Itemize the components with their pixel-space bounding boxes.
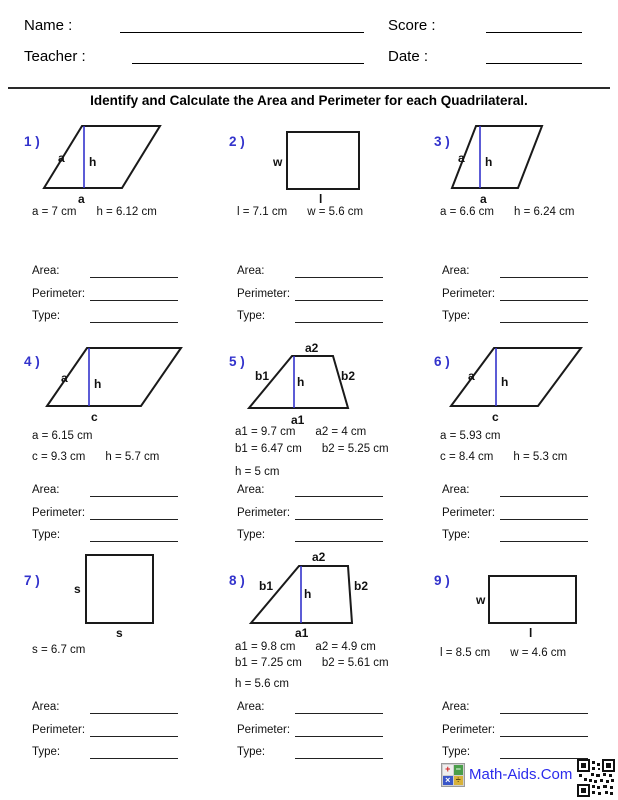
- height-label: h: [297, 375, 305, 389]
- problem-1-answers: [32, 265, 214, 333]
- name-blank-line: [120, 12, 364, 33]
- problem-7-number: 7 ): [24, 573, 40, 588]
- height-label: h: [304, 587, 312, 601]
- type-label: Type:: [442, 746, 471, 758]
- perimeter-label: Perimeter:: [237, 506, 291, 519]
- side-label: w: [273, 155, 283, 169]
- rectangle-shape: [287, 132, 359, 189]
- problem-7-measurements: s = 6.7 cm: [32, 644, 86, 656]
- problem-9: [432, 543, 618, 769]
- problem-9-figure: [460, 547, 595, 639]
- area-answer-line: [90, 713, 178, 714]
- side-label: a: [458, 151, 465, 165]
- problem-2-figure: [253, 120, 378, 206]
- worksheet-title: Identify and Calculate the Area and Perimeter for each Quadrilateral.: [90, 93, 528, 108]
- problem-8: [227, 543, 429, 769]
- top-label: a2: [305, 341, 319, 355]
- parallelogram-shape: [452, 126, 542, 188]
- problem-1-number: 1 ): [24, 134, 40, 149]
- problem-1: [22, 112, 224, 338]
- area-label: Area:: [442, 265, 470, 277]
- height-label: h: [485, 155, 493, 169]
- base-label: c: [492, 410, 499, 424]
- problem-7-answers: [32, 701, 214, 769]
- perimeter-answer-line: [90, 300, 178, 301]
- problem-2-answers: [237, 265, 419, 333]
- perimeter-answer-line: [500, 736, 588, 737]
- teacher-label: Teacher :: [24, 48, 86, 65]
- score-label: Score :: [388, 17, 436, 34]
- perimeter-answer-line: [90, 519, 178, 520]
- type-answer-line: [295, 322, 383, 323]
- side-label: a: [61, 371, 68, 385]
- problem-8-measurements: a1 = 9.8 cm a2 = 4.9 cm b1 = 7.25 cm b2 = 5.61 cm h = 5.6 cm: [235, 641, 389, 690]
- height-label: h: [501, 375, 509, 389]
- rectangle-shape: [489, 576, 576, 623]
- problem-6: [432, 338, 618, 564]
- problem-8-number: 8 ): [229, 573, 245, 588]
- problem-6-number: 6 ): [434, 354, 450, 369]
- problem-3-answers: [442, 265, 618, 333]
- perimeter-answer-line: [500, 519, 588, 520]
- problem-3-number: 3 ): [434, 134, 450, 149]
- type-answer-line: [90, 322, 178, 323]
- problem-4-answers: [32, 484, 214, 552]
- plus-icon: +: [443, 765, 453, 775]
- perimeter-answer-line: [295, 736, 383, 737]
- problem-5: [227, 338, 429, 564]
- minus-icon: −: [454, 765, 464, 775]
- type-label: Type:: [32, 310, 61, 322]
- problem-4-number: 4 ): [24, 354, 40, 369]
- side-label: w: [476, 593, 486, 607]
- perimeter-label: Perimeter:: [237, 287, 291, 300]
- base-label: a: [78, 192, 85, 206]
- type-answer-line: [90, 541, 178, 542]
- area-answer-line: [500, 713, 588, 714]
- problem-5-measurements: a1 = 9.7 cm a2 = 4 cm b1 = 6.47 cm b2 = 5.25 cm h = 5 cm: [235, 426, 389, 478]
- times-icon: ×: [443, 776, 453, 786]
- score-blank-line: [486, 12, 582, 33]
- math-aids-brand-text: Math-Aids.Com: [469, 766, 573, 783]
- area-label: Area:: [32, 701, 60, 713]
- date-label: Date :: [388, 48, 429, 65]
- type-label: Type:: [237, 746, 266, 758]
- problem-5-number: 5 ): [229, 354, 245, 369]
- perimeter-label: Perimeter:: [442, 287, 496, 300]
- type-label: Type:: [442, 310, 471, 322]
- perimeter-label: Perimeter:: [442, 506, 496, 519]
- height-label: h: [89, 155, 97, 169]
- area-answer-line: [90, 277, 178, 278]
- area-label: Area:: [32, 265, 60, 277]
- problem-6-measurements: a = 5.93 cm c = 8.4 cm h = 5.3 cm: [440, 430, 568, 463]
- problem-2-measurements: l = 7.1 cm w = 5.6 cm: [237, 206, 364, 218]
- problem-5-figure: [239, 340, 394, 430]
- perimeter-label: Perimeter:: [32, 506, 86, 519]
- problem-2-number: 2 ): [229, 134, 245, 149]
- type-label: Type:: [237, 310, 266, 322]
- area-answer-line: [295, 713, 383, 714]
- type-answer-line: [90, 758, 178, 759]
- date-blank-line: [486, 43, 582, 64]
- problem-3-measurements: a = 6.6 cm h = 6.24 cm: [440, 206, 575, 218]
- type-answer-line: [500, 322, 588, 323]
- area-answer-line: [90, 496, 178, 497]
- type-label: Type:: [237, 529, 266, 541]
- problem-8-answers: [237, 701, 419, 769]
- math-aids-logo-icon: [441, 763, 465, 787]
- side-label: a: [468, 369, 475, 383]
- type-label: Type:: [442, 529, 471, 541]
- type-label: Type:: [32, 529, 61, 541]
- type-answer-line: [500, 541, 588, 542]
- right-side-label: b2: [341, 369, 356, 383]
- header-divider: [8, 87, 610, 89]
- problem-1-measurements: a = 7 cm h = 6.12 cm: [32, 206, 157, 218]
- base-label: a1: [291, 413, 305, 427]
- area-answer-line: [295, 277, 383, 278]
- problem-3-figure: [444, 116, 584, 208]
- perimeter-label: Perimeter:: [237, 723, 291, 736]
- base-label: l: [319, 192, 323, 206]
- square-shape: [86, 555, 153, 623]
- qr-code: [577, 759, 615, 797]
- side-label: a: [58, 151, 65, 165]
- problem-6-answers: [442, 484, 618, 552]
- perimeter-label: Perimeter:: [32, 723, 86, 736]
- left-side-label: b1: [255, 369, 270, 383]
- problem-2: [227, 112, 429, 338]
- type-answer-line: [500, 758, 588, 759]
- area-answer-line: [295, 496, 383, 497]
- base-label: a1: [295, 626, 309, 639]
- perimeter-answer-line: [500, 300, 588, 301]
- right-side-label: b2: [354, 579, 369, 593]
- perimeter-label: Perimeter:: [32, 287, 86, 300]
- problem-4-measurements: a = 6.15 cm c = 9.3 cm h = 5.7 cm: [32, 430, 160, 463]
- area-answer-line: [500, 277, 588, 278]
- problem-4: [22, 338, 224, 564]
- area-label: Area:: [442, 484, 470, 496]
- problem-3: [432, 112, 618, 338]
- area-label: Area:: [32, 484, 60, 496]
- perimeter-answer-line: [90, 736, 178, 737]
- type-answer-line: [295, 758, 383, 759]
- area-label: Area:: [237, 265, 265, 277]
- problem-7: [22, 543, 224, 769]
- teacher-blank-line: [132, 43, 364, 64]
- problem-6-figure: [444, 342, 618, 430]
- name-label: Name :: [24, 17, 73, 34]
- area-answer-line: [500, 496, 588, 497]
- type-label: Type:: [32, 746, 61, 758]
- problem-5-answers: [237, 484, 419, 552]
- base-label: a: [480, 192, 487, 206]
- area-label: Area:: [442, 701, 470, 713]
- side-label: s: [74, 582, 81, 596]
- base-label: c: [91, 410, 98, 424]
- left-side-label: b1: [259, 579, 274, 593]
- perimeter-label: Perimeter:: [442, 723, 496, 736]
- base-label: s: [116, 626, 123, 640]
- problem-7-figure: [50, 547, 170, 641]
- type-answer-line: [295, 541, 383, 542]
- top-label: a2: [312, 550, 326, 564]
- area-label: Area:: [237, 701, 265, 713]
- height-label: h: [94, 377, 102, 391]
- problem-1-figure: [34, 116, 174, 208]
- problem-9-number: 9 ): [434, 573, 450, 588]
- problem-8-figure: [239, 543, 394, 639]
- problem-9-measurements: l = 8.5 cm w = 4.6 cm: [440, 647, 567, 659]
- perimeter-answer-line: [295, 300, 383, 301]
- problem-4-figure: [34, 342, 214, 430]
- perimeter-answer-line: [295, 519, 383, 520]
- divide-icon: ÷: [454, 776, 464, 786]
- base-label: l: [529, 626, 533, 639]
- area-label: Area:: [237, 484, 265, 496]
